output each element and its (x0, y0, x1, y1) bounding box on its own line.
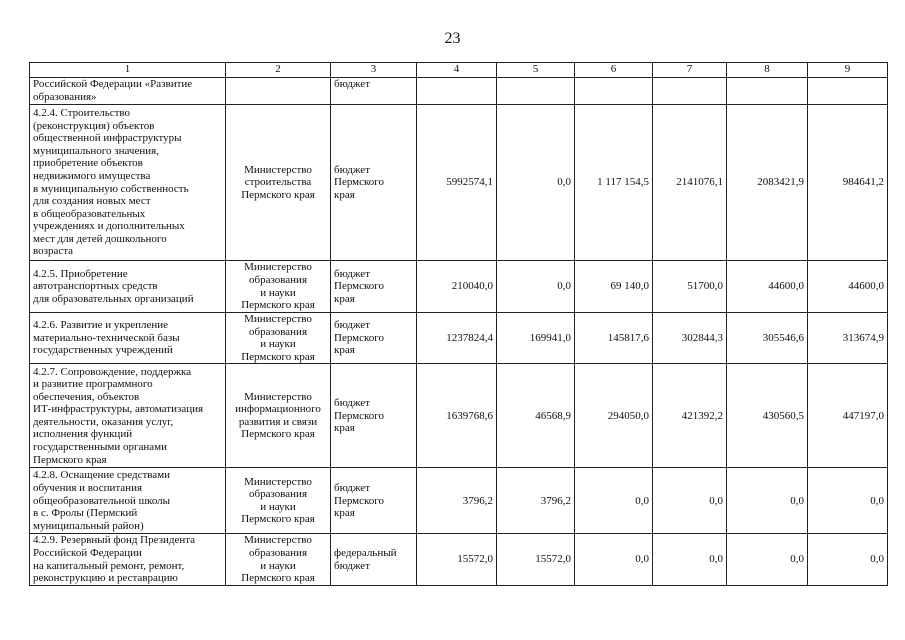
funding-source-line: края (334, 344, 355, 357)
item-description (30, 313, 226, 364)
responsible-executor-line: Пермского края (241, 428, 315, 441)
item-description-line: 4.2.4. Строительство (33, 106, 131, 119)
column-number-row (30, 63, 888, 78)
item-description-line: муниципальный район) (33, 519, 144, 532)
column-number: 7 (653, 63, 727, 78)
responsible-executor-line: образования (248, 546, 308, 559)
responsible-executor-line: развития и связи (238, 415, 318, 428)
amount-cell (653, 78, 727, 105)
funding-source-line: Пермского (334, 280, 385, 293)
responsible-executor (226, 468, 331, 534)
amount-cell: 0,0 (808, 534, 888, 585)
column-number: 2 (226, 63, 331, 78)
item-description (30, 105, 226, 261)
page-number: 23 (444, 30, 461, 47)
responsible-executor (226, 313, 331, 364)
item-description-line: приобретение объектов (33, 157, 143, 170)
amount-cell: 2083421,9 (727, 105, 808, 261)
column-number: 3 (331, 63, 417, 78)
amount-cell: 1639768,6 (417, 364, 497, 468)
table-row (30, 468, 888, 534)
amount-cell: 0,0 (497, 261, 575, 313)
funding-source-line: бюджет (334, 267, 370, 280)
item-description-line: обучения и воспитания (33, 481, 143, 494)
table-row (30, 78, 888, 105)
funding-source-line: края (334, 188, 355, 201)
responsible-executor (226, 78, 331, 105)
item-description-line: и развитие программного (33, 378, 153, 391)
item-description-line: государственными органами (33, 441, 168, 454)
item-description-line: автотранспортных средств (33, 280, 158, 293)
table-row (30, 105, 888, 261)
item-description-line: для образовательных организаций (33, 292, 194, 305)
amount-cell: 0,0 (808, 468, 888, 534)
responsible-executor-line: Пермского края (241, 188, 315, 201)
amount-cell: 169941,0 (497, 313, 575, 364)
item-description-line: общеобразовательной школы (33, 494, 171, 507)
responsible-executor-line: Пермского края (241, 299, 315, 312)
responsible-executor-line: Пермского края (241, 572, 315, 585)
item-description-line: учреждениях и дополнительных (33, 220, 185, 233)
funding-source-line: Пермского (334, 409, 385, 422)
item-description-line: для создания новых мест (33, 195, 151, 208)
funding-source-line: Пермского (334, 176, 385, 189)
table-row (30, 261, 888, 313)
responsible-executor-line: строительства (244, 176, 312, 189)
amount-cell: 51700,0 (653, 261, 727, 313)
item-description (30, 78, 226, 105)
item-description-line: общественной инфраструктуры (33, 132, 182, 145)
responsible-executor (226, 261, 331, 313)
funding-source-line: бюджет (334, 396, 370, 409)
item-description-line: деятельности, оказания услуг, (33, 415, 174, 428)
funding-source-line: Пермского (334, 494, 385, 507)
amount-cell: 447197,0 (808, 364, 888, 468)
item-description-line: в общеобразовательных (33, 207, 146, 220)
amount-cell: 44600,0 (727, 261, 808, 313)
responsible-executor (226, 105, 331, 261)
item-description-line: 4.2.6. Развитие и укрепление (33, 319, 169, 332)
amount-cell: 305546,6 (727, 313, 808, 364)
item-description-line: в с. Фролы (Пермский (33, 507, 138, 520)
responsible-executor-line: Министерство (244, 261, 312, 274)
amount-cell (497, 78, 575, 105)
amount-cell: 3796,2 (497, 468, 575, 534)
amount-cell: 1237824,4 (417, 313, 497, 364)
amount-cell: 0,0 (653, 534, 727, 585)
amount-cell: 5992574,1 (417, 105, 497, 261)
responsible-executor-line: и науки (260, 286, 296, 299)
amount-cell: 46568,9 (497, 364, 575, 468)
funding-source-line: бюджет (334, 481, 370, 494)
item-description-line: образования» (33, 90, 97, 103)
item-description-line: 4.2.8. Оснащение средствами (33, 469, 171, 482)
item-description-line: Пермского края (33, 453, 107, 466)
column-number: 8 (727, 63, 808, 78)
amount-cell: 313674,9 (808, 313, 888, 364)
funding-source-line: бюджет (334, 78, 370, 90)
amount-cell: 0,0 (575, 468, 653, 534)
item-description-line: исполнения функций (33, 428, 133, 441)
amount-cell: 302844,3 (653, 313, 727, 364)
amount-cell: 0,0 (727, 468, 808, 534)
column-number: 9 (808, 63, 888, 78)
item-description-line: Российской Федерации (33, 546, 142, 559)
responsible-executor-line: Министерство (244, 534, 312, 547)
funding-source (331, 468, 417, 534)
funding-source (331, 534, 417, 585)
amount-cell: 0,0 (575, 534, 653, 585)
amount-cell: 3796,2 (417, 468, 497, 534)
responsible-executor-line: образования (248, 273, 308, 286)
amount-cell: 210040,0 (417, 261, 497, 313)
responsible-executor-line: и науки (260, 338, 296, 351)
responsible-executor-line: Пермского края (241, 513, 315, 526)
responsible-executor-line: образования (248, 325, 308, 338)
item-description-line: государственных учреждений (33, 344, 173, 357)
item-description-line: 4.2.5. Приобретение (33, 267, 128, 280)
responsible-executor-line: Министерство (244, 313, 312, 325)
item-description-line: возраста (33, 245, 74, 258)
item-description-line: Российской Федерации «Развитие (33, 78, 193, 90)
funding-source-line: края (334, 507, 355, 520)
amount-cell: 1 117 154,5 (575, 105, 653, 261)
responsible-executor-line: образования (248, 488, 308, 501)
item-description-line: (реконструкция) объектов (33, 119, 155, 132)
responsible-executor-line: и науки (260, 500, 296, 513)
amount-cell: 430560,5 (727, 364, 808, 468)
item-description-line: материально-технической базы (33, 331, 180, 344)
responsible-executor (226, 534, 331, 585)
item-description-line: ИТ-инфраструктуры, автоматизация (33, 403, 204, 416)
column-number: 5 (497, 63, 575, 78)
responsible-executor-line: Министерство (244, 163, 312, 176)
column-number: 4 (417, 63, 497, 78)
item-description (30, 534, 226, 585)
amount-cell (417, 78, 497, 105)
funding-source (331, 78, 417, 105)
item-description-line: обеспечения, объектов (33, 390, 140, 403)
funding-source-line: бюджет (334, 319, 370, 332)
funding-source (331, 105, 417, 261)
amount-cell: 0,0 (727, 534, 808, 585)
item-description (30, 468, 226, 534)
item-description-line: на капитальный ремонт, ремонт, (33, 559, 185, 572)
item-description-line: в муниципальную собственность (33, 182, 189, 195)
item-description-line: 4.2.9. Резервный фонд Президента (33, 534, 196, 547)
responsible-executor-line: Пермского края (241, 350, 315, 363)
funding-source-line: бюджет (334, 163, 370, 176)
funding-source (331, 313, 417, 364)
funding-source-line: Пермского (334, 331, 385, 344)
responsible-executor-line: Министерство (244, 475, 312, 488)
item-description-line: недвижимого имущества (33, 169, 151, 182)
funding-source-line: федеральный (334, 546, 397, 559)
amount-cell: 145817,6 (575, 313, 653, 364)
table-row (30, 364, 888, 468)
budget-table (29, 62, 888, 586)
amount-cell: 44600,0 (808, 261, 888, 313)
amount-cell: 2141076,1 (653, 105, 727, 261)
responsible-executor-line: Министерство (244, 390, 312, 403)
item-description-line: муниципального значения, (33, 144, 159, 157)
funding-source (331, 364, 417, 468)
item-description (30, 261, 226, 313)
amount-cell (727, 78, 808, 105)
responsible-executor-line: и науки (260, 559, 296, 572)
funding-source-line: края (334, 292, 355, 305)
amount-cell: 294050,0 (575, 364, 653, 468)
amount-cell (575, 78, 653, 105)
amount-cell (808, 78, 888, 105)
column-number: 1 (30, 63, 226, 78)
table-row (30, 313, 888, 364)
item-description-line: 4.2.7. Сопровождение, поддержка (33, 365, 192, 378)
amount-cell: 69 140,0 (575, 261, 653, 313)
amount-cell: 0,0 (653, 468, 727, 534)
funding-source-line: бюджет (334, 559, 370, 572)
amount-cell: 984641,2 (808, 105, 888, 261)
amount-cell: 15572,0 (497, 534, 575, 585)
amount-cell: 0,0 (497, 105, 575, 261)
item-description-line: реконструкцию и реставрацию (33, 572, 178, 585)
column-number: 6 (575, 63, 653, 78)
item-description (30, 364, 226, 468)
item-description-line: мест для детей дошкольного (33, 232, 167, 245)
responsible-executor-line: информационного (235, 403, 321, 416)
amount-cell: 421392,2 (653, 364, 727, 468)
amount-cell: 15572,0 (417, 534, 497, 585)
table-row (30, 534, 888, 585)
funding-source-line: края (334, 422, 355, 435)
responsible-executor (226, 364, 331, 468)
funding-source (331, 261, 417, 313)
